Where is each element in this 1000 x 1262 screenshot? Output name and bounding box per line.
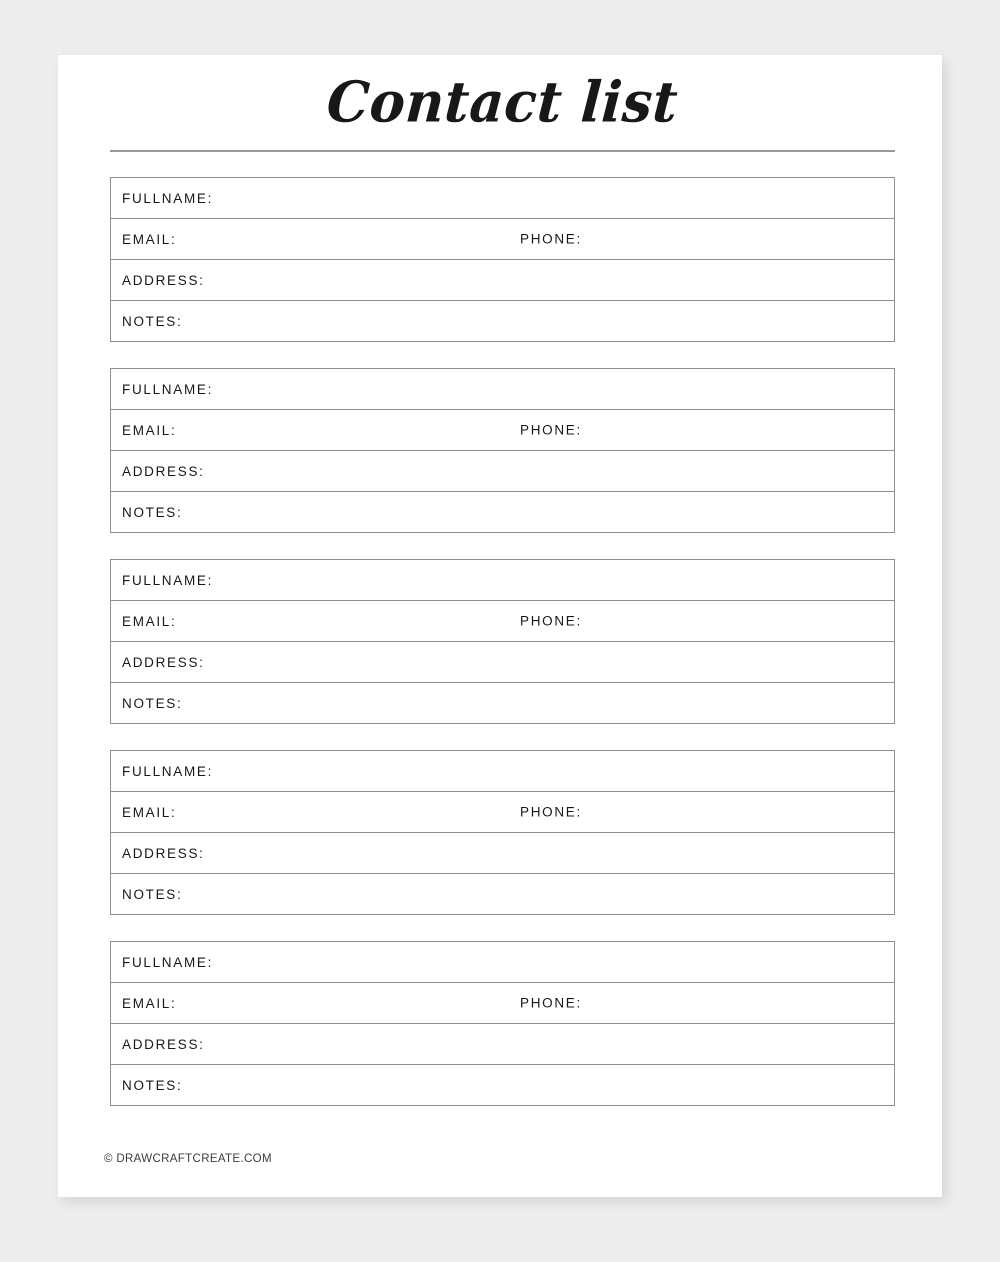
- label-fullname: FULLNAME:: [122, 572, 214, 588]
- field-row-fullname: [111, 751, 894, 792]
- label-email: EMAIL:: [122, 995, 177, 1011]
- phone-input[interactable]: [601, 601, 886, 641]
- field-row-address: [111, 451, 894, 492]
- label-address: ADDRESS:: [122, 463, 205, 479]
- label-phone: PHONE:: [520, 804, 582, 820]
- contact-block: [110, 559, 895, 724]
- notes-input[interactable]: [182, 492, 894, 532]
- fullname-input[interactable]: [213, 942, 894, 982]
- phone-input[interactable]: [601, 219, 886, 259]
- field-row-email: [111, 983, 894, 1024]
- field-row-fullname: [111, 942, 894, 983]
- label-notes: NOTES:: [122, 695, 183, 711]
- footer-copyright: © DRAWCRAFTCREATE.COM: [104, 1153, 272, 1165]
- email-input[interactable]: [176, 410, 422, 450]
- phone-input[interactable]: [601, 792, 886, 832]
- field-row-fullname: [111, 178, 894, 219]
- label-email: EMAIL:: [122, 231, 177, 247]
- field-row-notes: [111, 492, 894, 533]
- email-input[interactable]: [176, 219, 422, 259]
- field-row-email: [111, 601, 894, 642]
- label-phone: PHONE:: [520, 995, 582, 1011]
- label-email: EMAIL:: [122, 804, 177, 820]
- printable-sheet: [58, 55, 942, 1197]
- label-phone: PHONE:: [520, 613, 582, 629]
- address-input[interactable]: [205, 1024, 894, 1064]
- field-row-address: [111, 260, 894, 301]
- label-fullname: FULLNAME:: [122, 763, 214, 779]
- fullname-input[interactable]: [213, 369, 894, 409]
- field-row-email: [111, 410, 894, 451]
- field-row-email: [111, 792, 894, 833]
- label-address: ADDRESS:: [122, 845, 205, 861]
- address-input[interactable]: [205, 642, 894, 682]
- label-fullname: FULLNAME:: [122, 954, 214, 970]
- notes-input[interactable]: [182, 874, 894, 914]
- page-title-container: [58, 69, 942, 136]
- field-row-notes: [111, 874, 894, 915]
- address-input[interactable]: [205, 260, 894, 300]
- field-row-fullname: [111, 369, 894, 410]
- email-input[interactable]: [176, 792, 422, 832]
- email-input[interactable]: [176, 601, 422, 641]
- address-input[interactable]: [205, 451, 894, 491]
- address-input[interactable]: [205, 833, 894, 873]
- field-row-address: [111, 833, 894, 874]
- label-notes: NOTES:: [122, 504, 183, 520]
- field-row-notes: [111, 301, 894, 342]
- contact-block: [110, 368, 895, 533]
- notes-input[interactable]: [182, 683, 894, 723]
- phone-input[interactable]: [601, 410, 886, 450]
- field-row-address: [111, 642, 894, 683]
- field-row-email: [111, 219, 894, 260]
- contact-blocks-container: [110, 177, 895, 1106]
- label-phone: PHONE:: [520, 231, 582, 247]
- label-address: ADDRESS:: [122, 654, 205, 670]
- label-phone: PHONE:: [520, 422, 582, 438]
- label-fullname: FULLNAME:: [122, 190, 214, 206]
- label-email: EMAIL:: [122, 422, 177, 438]
- phone-input[interactable]: [601, 983, 886, 1023]
- field-row-address: [111, 1024, 894, 1065]
- email-input[interactable]: [176, 983, 422, 1023]
- label-address: ADDRESS:: [122, 1036, 205, 1052]
- notes-input[interactable]: [182, 1065, 894, 1105]
- label-notes: NOTES:: [122, 886, 183, 902]
- fullname-input[interactable]: [213, 178, 894, 218]
- label-notes: NOTES:: [122, 1077, 183, 1093]
- notes-input[interactable]: [182, 301, 894, 341]
- fullname-input[interactable]: [213, 560, 894, 600]
- field-row-fullname: [111, 560, 894, 601]
- contact-block: [110, 177, 895, 342]
- label-notes: NOTES:: [122, 313, 183, 329]
- field-row-notes: [111, 1065, 894, 1106]
- field-row-notes: [111, 683, 894, 724]
- page-title: Contact list: [324, 69, 680, 136]
- contact-block: [110, 750, 895, 915]
- title-divider: [110, 150, 895, 152]
- fullname-input[interactable]: [213, 751, 894, 791]
- contact-block: [110, 941, 895, 1106]
- label-email: EMAIL:: [122, 613, 177, 629]
- label-fullname: FULLNAME:: [122, 381, 214, 397]
- label-address: ADDRESS:: [122, 272, 205, 288]
